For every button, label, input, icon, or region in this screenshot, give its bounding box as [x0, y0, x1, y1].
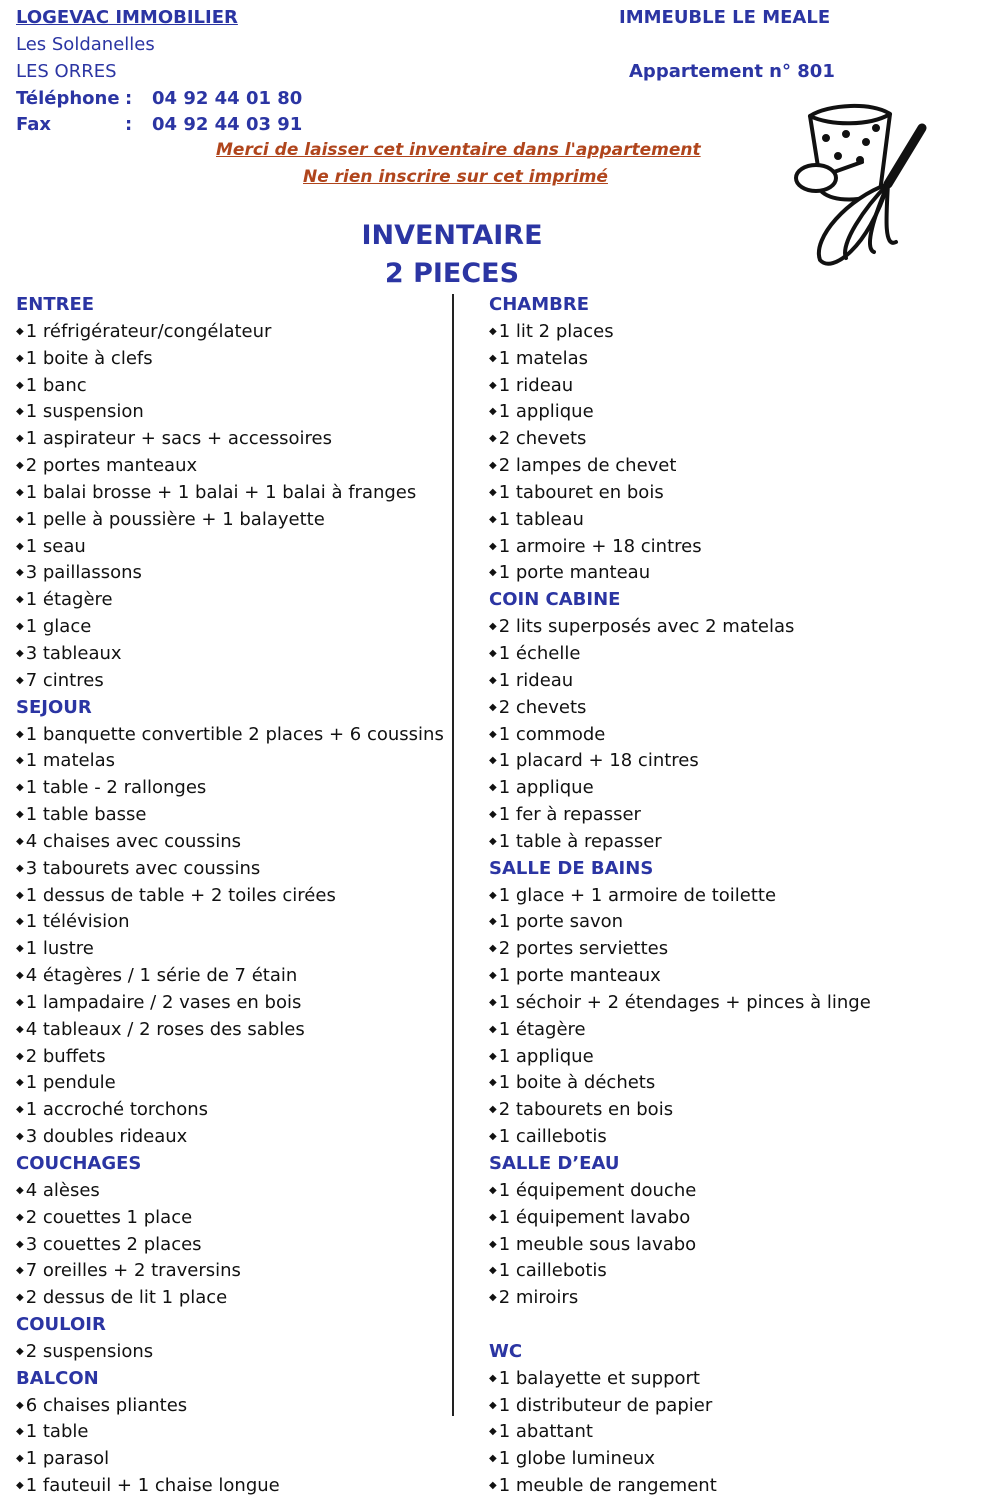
- inventory-item: ◆ 2 tabourets en bois: [489, 1097, 871, 1124]
- inventory-item: ◆ 6 chaises pliantes: [16, 1393, 444, 1420]
- section-heading: COIN CABINE: [489, 589, 621, 611]
- inventory-item: ◆ 1 banquette convertible 2 places + 6 coussins: [16, 722, 444, 749]
- inventory-item: ◆ 1 placard + 18 cintres: [489, 748, 871, 775]
- inventory-item: ◆ 1 glace: [16, 614, 444, 641]
- inventory-item: ◆ 1 pendule: [16, 1070, 444, 1097]
- inventory-item: ◆ 1 seau: [16, 534, 444, 561]
- inventory-item: ◆ 2 chevets: [489, 426, 871, 453]
- left-inventory-column: [16, 292, 444, 1500]
- section-heading: COULOIR: [16, 1314, 106, 1336]
- inventory-item: ◆ 1 fer à repasser: [489, 802, 871, 829]
- inventory-item: ◆ 2 chevets: [489, 695, 871, 722]
- inventory-item: ◆ 1 distributeur de papier: [489, 1393, 871, 1420]
- phone-label: Téléphone: [16, 88, 120, 109]
- inventory-item: ◆ 1 armoire + 18 cintres: [489, 534, 871, 561]
- inventory-item: ◆ 1 lit 2 places: [489, 319, 871, 346]
- inventory-item: ◆ 1 échelle: [489, 641, 871, 668]
- inventory-item: ◆ 1 porte savon: [489, 909, 871, 936]
- inventory-item: ◆ 1 équipement douche: [489, 1178, 871, 1205]
- inventory-item: ◆ 1 séchoir + 2 étendages + pinces à linge: [489, 990, 871, 1017]
- inventory-item: ◆ 2 portes manteaux: [16, 453, 444, 480]
- inventory-item: ◆ 1 matelas: [489, 346, 871, 373]
- inventory-item: ◆ 1 abattant: [489, 1419, 871, 1446]
- company-name: LOGEVAC IMMOBILIER: [16, 7, 238, 28]
- inventory-item: ◆ 1 commode: [489, 722, 871, 749]
- apartment-number: Appartement n° 801: [629, 61, 835, 82]
- address-line-1: Les Soldanelles: [16, 34, 155, 55]
- inventory-item: ◆ 1 pelle à poussière + 1 balayette: [16, 507, 444, 534]
- inventory-item: ◆ 1 meuble sous lavabo: [489, 1232, 871, 1259]
- inventory-item: ◆ 3 couettes 2 places: [16, 1232, 444, 1259]
- inventory-item: ◆ 3 tableaux: [16, 641, 444, 668]
- inventory-item: ◆ 3 doubles rideaux: [16, 1124, 444, 1151]
- inventory-item: ◆ 2 buffets: [16, 1044, 444, 1071]
- inventory-item: ◆ 2 portes serviettes: [489, 936, 871, 963]
- section-heading: COUCHAGES: [16, 1153, 142, 1174]
- fax-label: Fax: [16, 114, 51, 135]
- page-subtitle: 2 PIECES: [384, 258, 520, 289]
- inventory-item: ◆ 4 étagères / 1 série de 7 étain: [16, 963, 444, 990]
- section-heading: CHAMBRE: [489, 294, 589, 315]
- inventory-item: ◆ 4 alèses: [16, 1178, 444, 1205]
- inventory-item: ◆ 7 oreilles + 2 traversins: [16, 1258, 444, 1285]
- column-divider: [452, 294, 454, 1416]
- inventory-item: ◆ 1 boite à clefs: [16, 346, 444, 373]
- inventory-item: ◆ 1 réfrigérateur/congélateur: [16, 319, 444, 346]
- inventory-item: ◆ 1 lampadaire / 2 vases en bois: [16, 990, 444, 1017]
- inventory-item: ◆ 1 meuble de rangement: [489, 1473, 871, 1500]
- phone-number: 04 92 44 01 80: [152, 88, 303, 109]
- phone-separator: :: [125, 88, 133, 109]
- inventory-item: ◆ 2 lits superposés avec 2 matelas: [489, 614, 871, 641]
- inventory-item: ◆ 1 table à repasser: [489, 829, 871, 856]
- inventory-item: ◆ 1 fauteuil + 1 chaise longue: [16, 1473, 444, 1500]
- inventory-item: ◆ 1 étagère: [489, 1017, 871, 1044]
- inventory-item: ◆ 1 suspension: [16, 399, 444, 426]
- inventory-item: ◆ 1 télévision: [16, 909, 444, 936]
- inventory-item: ◆ 1 parasol: [16, 1446, 444, 1473]
- inventory-item: ◆ 1 glace + 1 armoire de toilette: [489, 883, 871, 910]
- inventory-item: ◆ 1 matelas: [16, 748, 444, 775]
- inventory-item: ◆ 1 applique: [489, 1044, 871, 1071]
- kitchen-utensils-icon: [788, 98, 938, 274]
- inventory-item: ◆ 1 table: [16, 1419, 444, 1446]
- page-title: INVENTAIRE: [361, 220, 543, 251]
- inventory-item: ◆ 2 suspensions: [16, 1339, 444, 1366]
- inventory-item: ◆ 1 équipement lavabo: [489, 1205, 871, 1232]
- inventory-item: ◆ 2 miroirs: [489, 1285, 871, 1312]
- inventory-item: ◆ 1 aspirateur + sacs + accessoires: [16, 426, 444, 453]
- inventory-item: ◆ 1 porte manteau: [489, 560, 871, 587]
- inventory-item: ◆ 1 tabouret en bois: [489, 480, 871, 507]
- inventory-item: ◆ 4 chaises avec coussins: [16, 829, 444, 856]
- inventory-item: ◆ 1 balayette et support: [489, 1366, 871, 1393]
- inventory-item: ◆ 1 rideau: [489, 373, 871, 400]
- section-heading: WC: [489, 1340, 523, 1362]
- fax-separator: :: [125, 114, 133, 135]
- inventory-item: ◆ 1 caillebotis: [489, 1124, 871, 1151]
- inventory-item: ◆ 1 accroché torchons: [16, 1097, 444, 1124]
- section-heading: SEJOUR: [16, 696, 92, 718]
- inventory-item: ◆ 1 rideau: [489, 668, 871, 695]
- inventory-item: ◆ 1 banc: [16, 373, 444, 400]
- notice-keep-inventory: Merci de laisser cet inventaire dans l'appartement: [216, 140, 701, 160]
- address-line-2: LES ORRES: [16, 61, 117, 82]
- notice-do-not-write: Ne rien inscrire sur cet imprimé: [303, 167, 608, 187]
- inventory-item: ◆ 7 cintres: [16, 668, 444, 695]
- inventory-item: ◆ 1 tableau: [489, 507, 871, 534]
- inventory-item: ◆ 2 dessus de lit 1 place: [16, 1285, 444, 1312]
- section-heading: SALLE D’EAU: [489, 1153, 620, 1174]
- fax-number: 04 92 44 03 91: [152, 114, 303, 135]
- inventory-item: ◆ 1 table basse: [16, 802, 444, 829]
- spacer: [489, 1312, 871, 1339]
- inventory-item: ◆ 1 table - 2 rallonges: [16, 775, 444, 802]
- inventory-item: ◆ 1 lustre: [16, 936, 444, 963]
- inventory-item: ◆ 1 porte manteaux: [489, 963, 871, 990]
- building-name: IMMEUBLE LE MEALE: [619, 7, 831, 28]
- inventory-item: ◆ 1 balai brosse + 1 balai + 1 balai à franges: [16, 480, 444, 507]
- inventory-item: ◆ 3 tabourets avec coussins: [16, 856, 444, 883]
- inventory-item: ◆ 2 couettes 1 place: [16, 1205, 444, 1232]
- section-heading: SALLE DE BAINS: [489, 857, 654, 879]
- section-heading: BALCON: [16, 1367, 99, 1389]
- inventory-item: ◆ 2 lampes de chevet: [489, 453, 871, 480]
- inventory-item: ◆ 1 globe lumineux: [489, 1446, 871, 1473]
- right-inventory-column: [489, 292, 871, 1500]
- section-heading: ENTREE: [16, 294, 95, 315]
- inventory-item: ◆ 1 caillebotis: [489, 1258, 871, 1285]
- inventory-item: ◆ 1 boite à déchets: [489, 1070, 871, 1097]
- inventory-item: ◆ 1 applique: [489, 775, 871, 802]
- inventory-item: ◆ 4 tableaux / 2 roses des sables: [16, 1017, 444, 1044]
- inventory-item: ◆ 3 paillassons: [16, 560, 444, 587]
- inventory-item: ◆ 1 applique: [489, 399, 871, 426]
- inventory-item: ◆ 1 étagère: [16, 587, 444, 614]
- inventory-item: ◆ 1 dessus de table + 2 toiles cirées: [16, 883, 444, 910]
